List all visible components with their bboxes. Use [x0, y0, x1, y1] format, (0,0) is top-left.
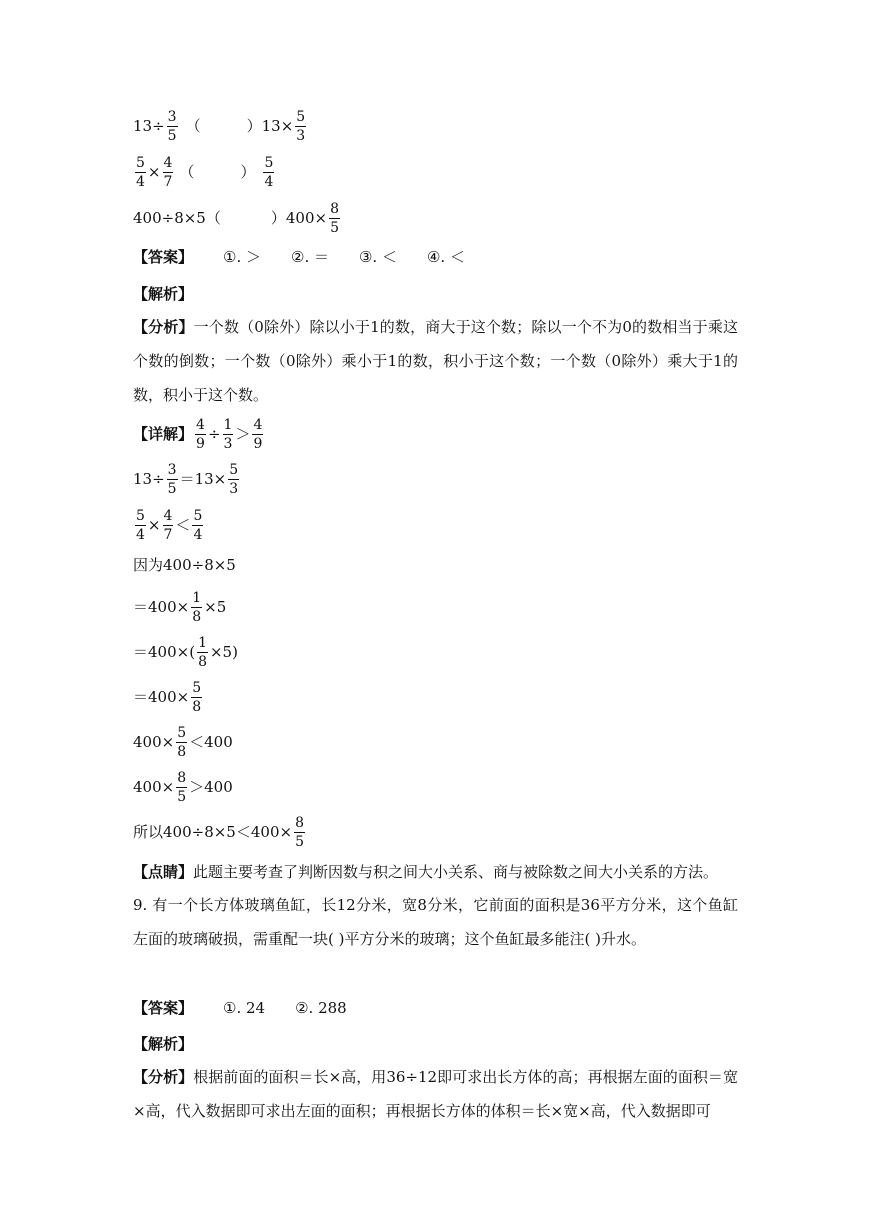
blank-close-paren: ）	[246, 117, 262, 135]
fraction: $\frac{4}{9}$	[253, 416, 263, 452]
key-point-label: 【点睛】	[133, 863, 194, 881]
fraction: $\frac{3}{5}$	[167, 461, 177, 497]
analysis-label: 【分析】	[133, 1068, 194, 1086]
key-point-text: 此题主要考查了判断因数与积之间大小关系、商与被除数之间大小关系的方法。	[193, 863, 719, 881]
analysis-paragraph-2	[133, 1060, 738, 1128]
fraction: $\frac{5}{4}$	[264, 154, 274, 190]
operator: ×	[280, 117, 294, 135]
fraction: $\frac{4}{7}$	[163, 154, 173, 190]
question-text: 9. 有一个长方体玻璃鱼缸，长12分米，宽8分米，它前面的面积是36平方分米，这个鱼缸左面的玻璃破损，需重配一块( )平方分米的玻璃；这个鱼缸最多能注( )升水。	[133, 896, 738, 948]
answer-item: ④. ＜	[426, 248, 465, 266]
detail-step-1: 【详解】 $\frac{4}{9}$ ÷ $\frac{1}{3}$ ＞ $\frac{4}{9}$	[133, 416, 263, 452]
fraction: $\frac{3}{5}$	[167, 108, 177, 144]
detail-label: 【详解】	[133, 425, 194, 443]
answer-label: 【答案】	[133, 248, 194, 266]
fraction: $\frac{4}{7}$	[163, 507, 173, 543]
blank-close-paren: ）	[270, 209, 286, 227]
analysis-label: 【分析】	[133, 318, 194, 336]
analysis-heading-1: 【解析】	[133, 285, 194, 303]
answer-item: ①. ＞	[223, 248, 261, 266]
number: 13	[261, 117, 281, 135]
detail-step-9: 400× $\frac{8}{5}$ ＞400	[133, 769, 233, 805]
fraction: $\frac{1}{3}$	[223, 416, 233, 452]
blank-open-paren: （	[179, 163, 195, 181]
fraction: $\frac{5}{3}$	[296, 108, 306, 144]
compare-row-2	[133, 154, 276, 190]
operator: ×	[314, 209, 328, 227]
fraction: $\frac{5}{8}$	[177, 724, 187, 760]
fraction: $\frac{5}{4}$	[193, 507, 203, 543]
analysis-text: 一个数（0除外）除以小于1的数，商大于这个数；除以一个不为0的数相当于乘这个数的倒数；一个数（0除外）乘小于1的数，积小于这个数；一个数（0除外）乘大于1的数，积小于这个数。	[133, 318, 738, 404]
detail-step-3: $\frac{5}{4}$ × $\frac{4}{7}$ ＜ $\frac{5}{4}$	[136, 507, 203, 543]
expression: 400÷8×5	[133, 209, 206, 227]
detail-step-8: 400× $\frac{5}{8}$ ＜400	[133, 724, 233, 760]
detail-step-5: ＝400× $\frac{1}{8}$ ×5	[133, 589, 227, 625]
analysis-paragraph-1	[133, 310, 738, 412]
fraction: $\frac{1}{8}$	[192, 589, 202, 625]
number: 13	[133, 117, 153, 135]
fraction: $\frac{5}{3}$	[229, 461, 239, 497]
fraction: $\frac{8}{5}$	[177, 769, 187, 805]
blank-close-paren: ）	[240, 163, 256, 181]
fraction: $\frac{5}{4}$	[136, 154, 145, 190]
detail-step-6: ＝400×( $\frac{1}{8}$ ×5)	[133, 634, 238, 670]
fraction: $\frac{5}{8}$	[192, 679, 202, 715]
detail-step-7: ＝400× $\frac{5}{8}$	[133, 679, 202, 715]
fraction: $\frac{8}{5}$	[295, 814, 304, 850]
analysis-heading-2: 【解析】	[133, 1035, 194, 1053]
answer-item: ②. 288	[295, 999, 347, 1017]
fraction: $\frac{8}{5}$	[330, 200, 340, 236]
detail-step-2: 13 ÷ $\frac{3}{5}$ ＝13× $\frac{5}{3}$	[133, 461, 239, 497]
fraction: $\frac{5}{4}$	[136, 507, 145, 543]
operator: ÷	[152, 117, 165, 135]
analysis-text: 根据前面的面积＝长×高，用36÷12即可求出长方体的高；再根据左面的面积＝宽×高，代入数据即可求出左面的面积；再根据长方体的体积＝长×宽×高，代入数据即可	[133, 1068, 738, 1120]
answer-label: 【答案】	[133, 999, 194, 1017]
blank-open-paren: （	[205, 209, 221, 227]
blank-open-paren: （	[185, 117, 201, 135]
answer-item: ①. 24	[223, 999, 266, 1017]
compare-row-3	[133, 200, 342, 236]
answer-item: ②. ＝	[291, 248, 329, 266]
compare-row-1	[133, 108, 308, 144]
number: 400	[285, 209, 315, 227]
answer-item: ③. ＜	[358, 248, 397, 266]
fraction: $\frac{1}{8}$	[198, 634, 207, 670]
answer-line-1	[133, 247, 465, 267]
detail-step-4: 因为400÷8×5	[133, 556, 236, 574]
key-point-line	[133, 862, 718, 882]
operator: ×	[147, 163, 161, 181]
answer-line-2	[133, 998, 347, 1018]
question-9	[133, 888, 738, 956]
fraction: $\frac{4}{9}$	[196, 416, 205, 452]
detail-step-10: 所以400÷8×5＜400× $\frac{8}{5}$	[133, 814, 304, 850]
